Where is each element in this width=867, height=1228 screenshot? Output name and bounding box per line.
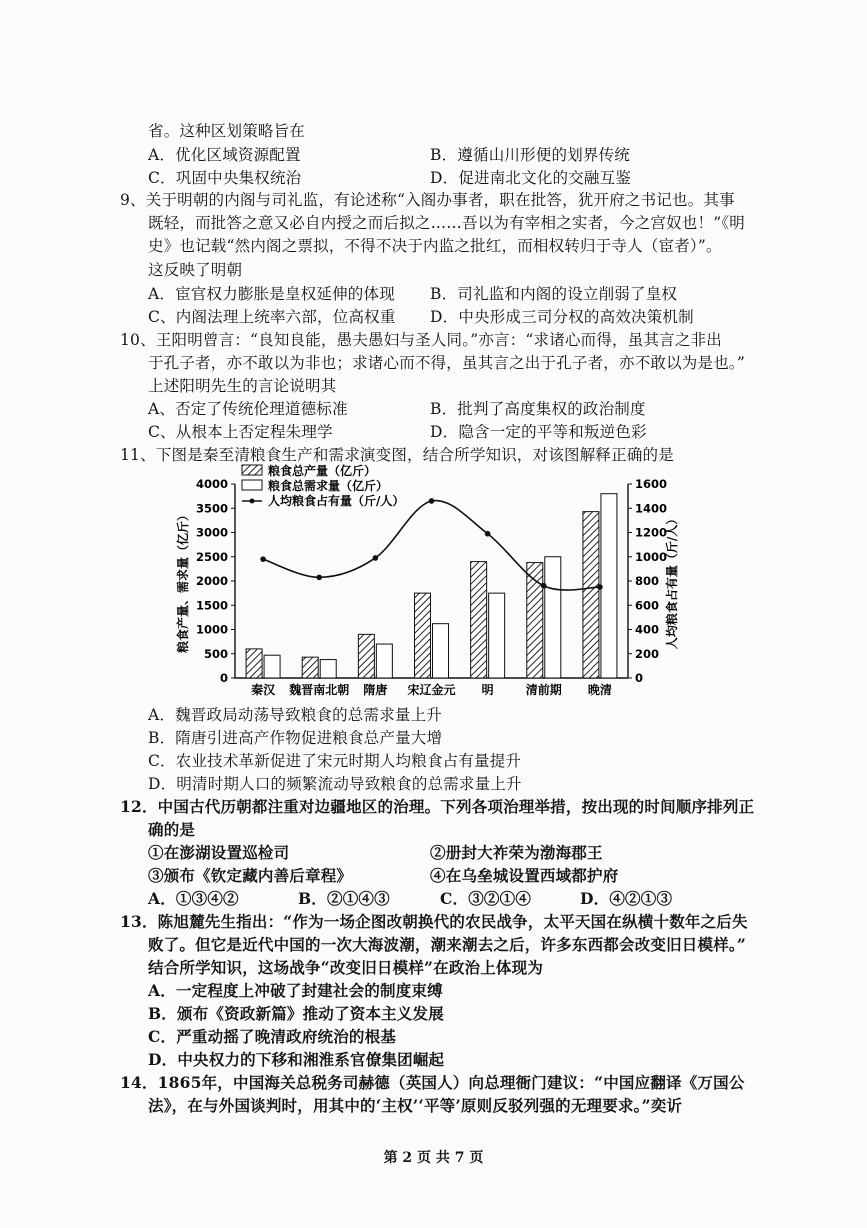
legend-swatch-production [242,465,262,475]
q9-option-a[interactable]: A．宦官权力膨胀是皇权延伸的体现 [148,285,395,303]
y2-tick-label: 1000 [635,549,668,564]
q8-option-c[interactable]: C．巩固中央集权统治 [148,169,302,187]
q11-stem-line-1: 11、下图是秦至清粮食生产和需求演变图，结合所学知识，对该图解释正确的是 [120,446,674,464]
page-footer: 第 2 页 共 7 页 [383,1150,484,1166]
q12-item-3: ③颁布《钦定藏内善后章程》 [148,866,353,885]
legend-label-demand: 粮食总需求量（亿斤） [268,479,389,493]
y-tick-label: 3000 [195,525,228,540]
grain-chart [170,460,679,700]
per-capita-point [597,584,603,590]
y2-tick-label: 400 [635,622,660,637]
q8-option-d[interactable]: D．促进南北文化的交融互鉴 [430,169,632,187]
y2-tick-label: 1200 [635,525,668,540]
q12-item-1: ①在澎湖设置巡检司 [148,843,290,862]
q8-option-b[interactable]: B．遵循山川形便的划界传统 [430,146,630,164]
x-tick-label: 隋唐 [363,683,388,697]
q11-option-d[interactable]: D．明清时期人口的频繁流动导致粮食的总需求量上升 [148,775,522,793]
bar-production [415,593,431,678]
q9-stem-line-1: 9、关于明朝的内阁与司礼监，有论述称“入阁办事者，职在批答，犹开府之书记也。其事 [120,191,735,209]
y2-tick-label: 800 [635,574,660,588]
y2-tick-label: 1400 [635,501,668,516]
q14-stem-line-1: 14．1865年，中国海关总税务司赫德（英国人）向总理衙门建议：“中国应翻译《万国公 [120,1073,745,1092]
legend-swatch-point [250,499,255,504]
q12-item-4: ④在乌垒城设置西域都护府 [430,866,619,885]
q13-option-c[interactable]: C．严重动摇了晚清政府统治的根基 [148,1027,397,1046]
q11-option-c[interactable]: C．农业技术革新促进了宋元时期人均粮食占有量提升 [148,752,522,770]
q10-option-c[interactable]: C、从根本上否定程朱理学 [148,423,333,441]
q11-option-a[interactable]: A．魏晋政局动荡导致粮食的总需求量上升 [148,706,442,724]
q9-stem-line-4: 这反映了明朝 [148,261,243,279]
q13-option-b[interactable]: B．颁布《资政新篇》推动了资本主义发展 [148,1004,444,1023]
per-capita-point [260,556,266,562]
q11-option-b[interactable]: B．隋唐引进高产作物促进粮食总产量大增 [148,729,443,747]
q8-option-a[interactable]: A．优化区域资源配置 [148,146,301,164]
q10-option-b[interactable]: B．批判了高度集权的政治制度 [430,400,646,418]
q10-stem-line-3: 上述阳明先生的言论说明其 [148,377,337,395]
q9-stem-line-2: 既轻，而批答之意又必自内授之而后拟之……吾以为有宰相之实者，今之宫奴也！”《明 [148,214,745,232]
x-tick-label: 晚清 [587,683,612,697]
y2-tick-label: 200 [635,646,660,661]
bar-demand [320,660,336,678]
per-capita-point [485,531,491,537]
q9-option-c[interactable]: C、内阁法理上统率六部，位高权重 [148,308,396,326]
grain-chart-svg [170,460,679,700]
q12-stem-line-1: 12．中国古代历朝都注重对边疆地区的治理。下列各项治理举措，按出现的时间顺序排列正 [120,797,755,816]
per-capita-point [541,583,547,589]
q12-option-d[interactable]: D．④②①③ [580,889,673,908]
bar-demand [545,557,561,678]
per-capita-point [429,498,435,504]
q12-option-a[interactable]: A．①③④② [148,889,239,908]
y2-axis-title: 人均粮食占有量（斤/人） [665,512,679,650]
y-tick-label: 2000 [195,574,228,588]
bar-demand [376,644,392,678]
bar-production [358,634,374,678]
bar-production [471,562,487,678]
q10-stem-line-1: 10、王阳明曾言：“良知良能，愚夫愚妇与圣人同。”亦言：“求诸心而得，虽其言之非出 [120,331,722,349]
x-tick-label: 宋辽金元 [407,683,456,697]
bar-production [246,649,262,678]
y2-tick-label: 0 [635,671,644,685]
q10-stem-line-2: 于孔子者，亦不敢以为非也；求诸心而不得，虽其言之出于孔子者，亦不敢以为是也。” [148,354,745,372]
x-tick-label: 魏晋南北朝 [289,683,350,697]
y2-tick-label: 1600 [635,477,668,491]
y-axis-title: 粮食产量、需求量（亿斤） [176,508,190,654]
x-tick-label: 清前期 [525,683,562,697]
q12-option-b[interactable]: B．②①④③ [298,889,390,908]
legend-label-per-capita: 人均粮食占有量（斤/人） [268,494,405,508]
y-tick-label: 500 [203,646,228,661]
q13-option-d[interactable]: D．中央权力的下移和湘淮系官僚集团崛起 [148,1050,445,1069]
q12-item-2: ②册封大祚荣为渤海郡王 [430,843,603,862]
legend-label-production: 粮食总产量（亿斤） [268,464,377,478]
q13-stem-line-3: 结合所学知识，这场战争“改变旧日模样”在政治上体现为 [148,958,544,977]
bar-demand [433,624,449,678]
q12-stem-line-2: 确的是 [148,820,196,839]
q9-option-b[interactable]: B．司礼监和内阁的设立削弱了皇权 [430,285,678,303]
q9-option-d[interactable]: D．中央形成三司分权的高效决策机制 [430,308,694,326]
per-capita-point [316,575,322,581]
x-tick-label: 秦汉 [251,683,276,697]
bar-demand [601,494,617,678]
y-tick-label: 1500 [195,598,228,613]
bar-demand [489,593,505,678]
bar-production [583,512,599,678]
q13-stem-line-1: 13．陈旭麓先生指出：“作为一场企图改朝换代的农民战争，太平天国在纵横十数年之后失 [120,912,748,931]
q13-stem-line-2: 败了。但它是近代中国的一次大海波潮，潮来潮去之后，许多东西都会改变旧日模样。” [148,935,746,954]
y-tick-label: 0 [219,671,228,685]
q8-stem-end: 省。这种区划策略旨在 [148,122,306,140]
y-tick-label: 1000 [195,622,228,637]
per-capita-point [373,555,379,561]
q14-stem-line-2: 法》，在与外国谈判时，用其中的‘主权’‘平等’原则反驳列强的无理要求。”奕䜣 [148,1096,683,1115]
q10-option-d[interactable]: D．隐含一定的平等和叛逆色彩 [430,423,647,441]
q10-option-a[interactable]: A、否定了传统伦理道德标准 [148,400,348,418]
y-tick-label: 3500 [195,501,228,516]
q12-option-c[interactable]: C．③②①④ [440,889,532,908]
bar-demand [264,655,280,678]
y-tick-label: 4000 [195,477,228,491]
legend-swatch-demand [242,480,262,490]
q13-option-a[interactable]: A．一定程度上冲破了封建社会的制度束缚 [148,981,443,1000]
y-tick-label: 2500 [195,549,228,564]
bar-production [302,657,318,678]
x-tick-label: 明 [481,683,494,697]
y2-tick-label: 600 [635,598,660,613]
q9-stem-line-3: 史》也记载“然内阁之票拟，不得不决于内监之批红，而相权转归于寺人（宦者）”。 [148,237,722,255]
